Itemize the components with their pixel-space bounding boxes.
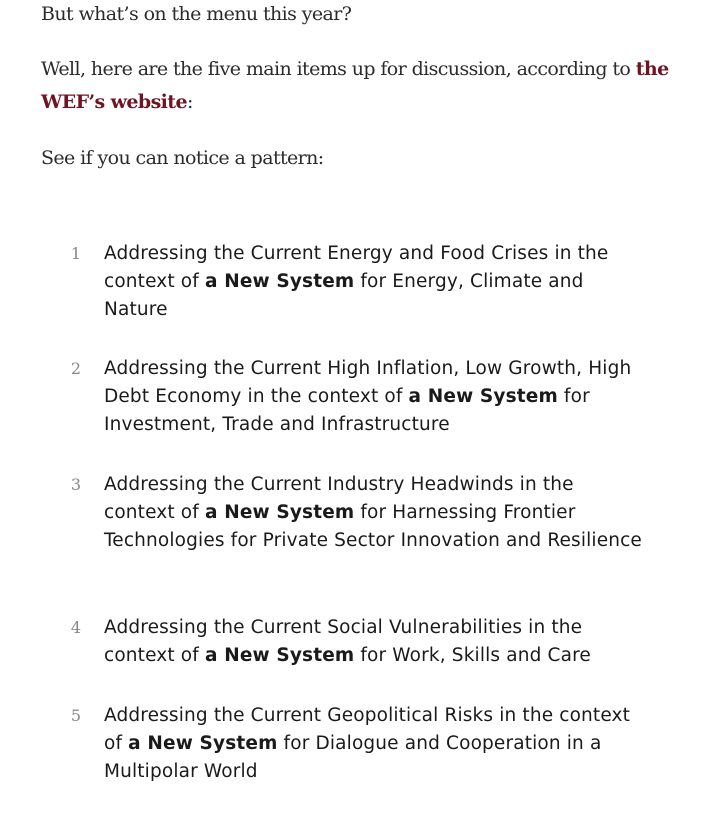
item-text-bold: a New System (204, 502, 355, 523)
item-text-bold: a New System (204, 271, 355, 292)
item-text-after: for Energy, Climate and Nature (104, 271, 584, 320)
item-text-before: Addressing the Current Geopolitical Risks in the context of (104, 705, 631, 754)
item-text-bold: a New System (204, 645, 355, 666)
item-text-bold: a New System (128, 733, 278, 754)
item-text-bold: a New System (408, 386, 558, 407)
item-text-before: Addressing the Current Social Vulnerabilities in the context of (104, 617, 583, 666)
list-item-text (104, 355, 644, 439)
source-paragraph (41, 53, 681, 119)
pattern-prompt: See if you can notice a pattern: (41, 147, 324, 169)
source-lead-end: : (186, 91, 193, 113)
list-item-text (104, 614, 644, 670)
list-item-number: 4 (70, 618, 82, 637)
list-item-text (104, 240, 644, 324)
item-text-after: for Investment, Trade and Infrastructure (104, 386, 590, 435)
source-lead-text: Well, here are the five main items up for discussion, according to (41, 58, 636, 80)
item-text-before: Addressing the Current Energy and Food Crises in the context of (104, 243, 609, 292)
item-text-before: Addressing the Current Industry Headwinds in the context of (104, 474, 574, 523)
item-text-before: Addressing the Current High Inflation, Low Growth, High Debt Economy in the context of (104, 358, 632, 407)
list-item-number: 5 (70, 706, 82, 725)
list-item-text (104, 471, 644, 555)
item-text-after: for Work, Skills and Care (354, 645, 591, 666)
item-text-after: for Dialogue and Cooperation in a Multipolar World (104, 733, 602, 782)
list-item-number: 2 (70, 359, 82, 378)
question-paragraph: But what’s on the menu this year? (41, 3, 352, 25)
list-item-number: 1 (70, 244, 82, 263)
list-item-number: 3 (70, 475, 82, 494)
wef-website-link[interactable]: the WEF’s website (41, 58, 669, 113)
item-text-after: for Harnessing Frontier Technologies for Private Sector Innovation and Resilience (104, 502, 642, 551)
list-item-text (104, 702, 644, 786)
